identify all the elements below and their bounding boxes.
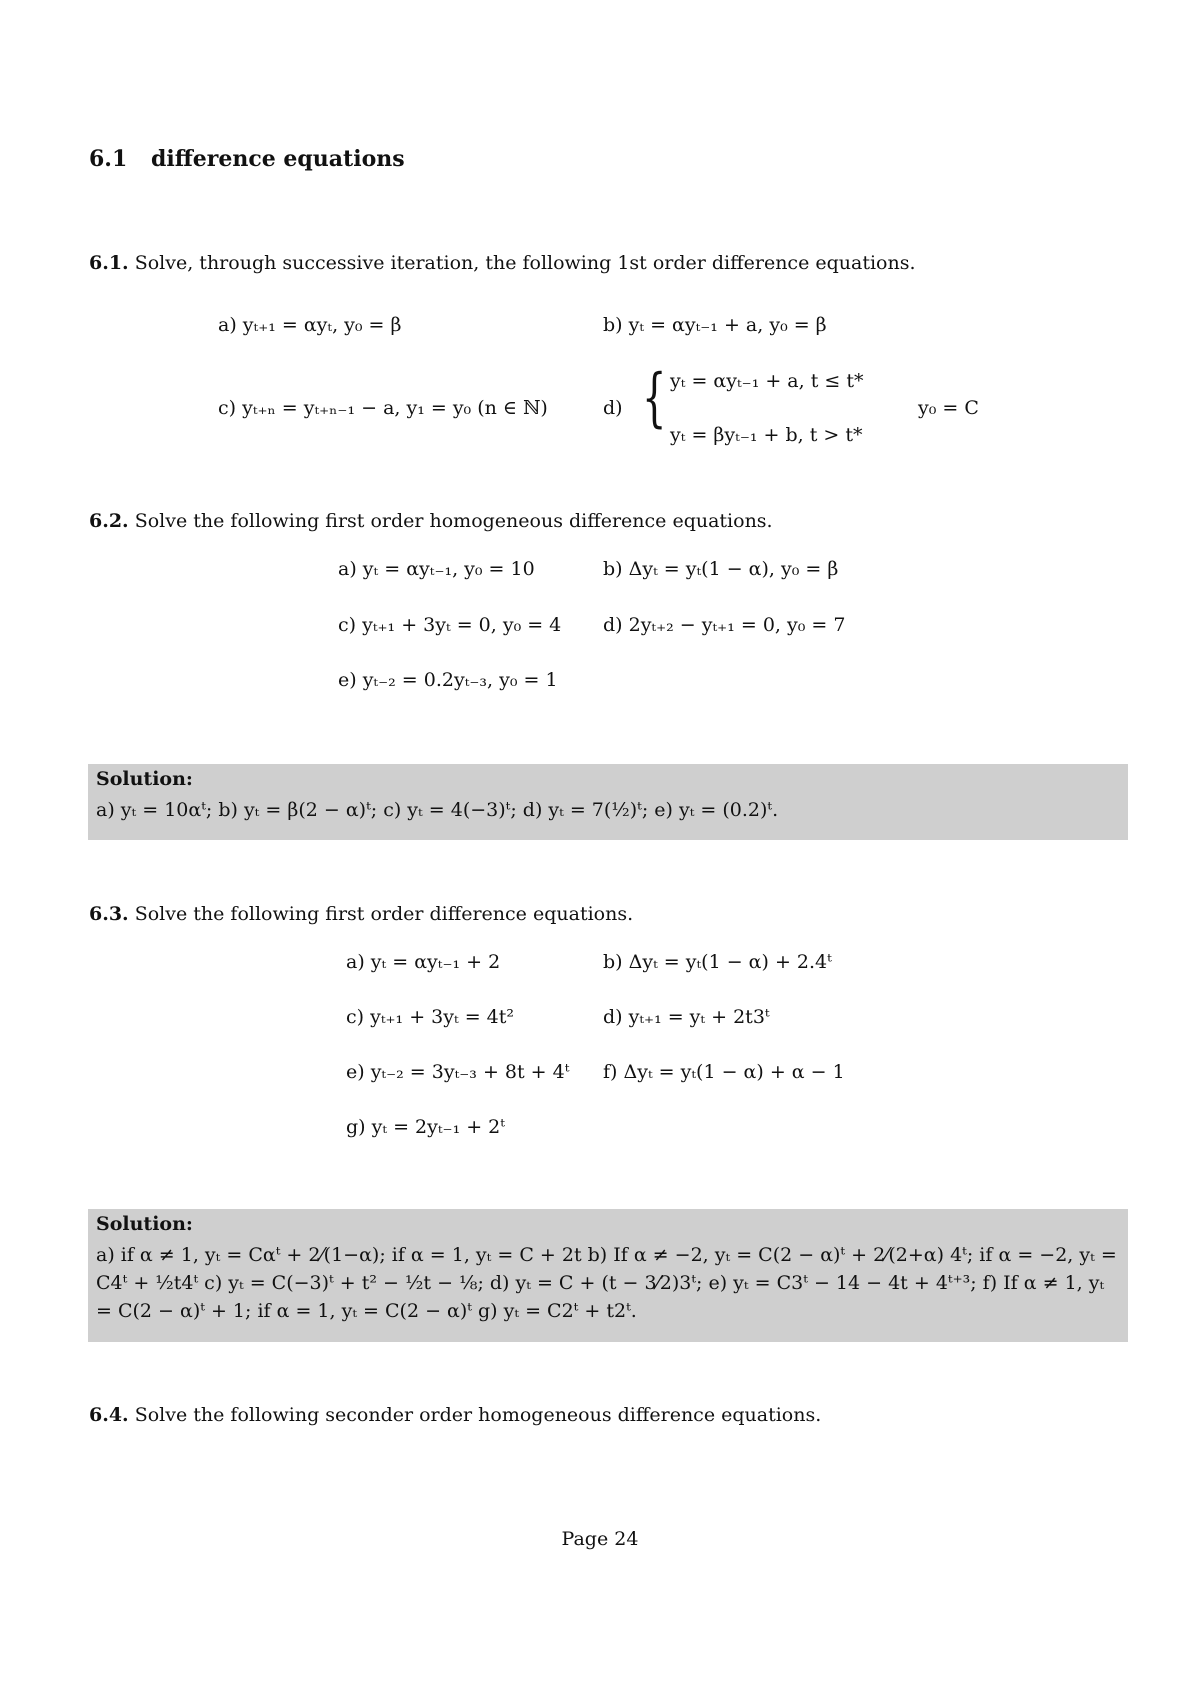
equation-6-3-c: c) yₜ₊₁ + 3yₜ = 4t² <box>346 1006 515 1028</box>
equation-6-2-a: a) yₜ = αyₜ₋₁, y₀ = 10 <box>338 558 535 580</box>
section-title-text: difference equations <box>151 146 405 172</box>
equation-6-1-d-init: y₀ = C <box>918 397 979 419</box>
exercise-number: 6.4. <box>89 1404 129 1426</box>
exercise-6-3-heading <box>89 903 633 925</box>
exercise-6-1-heading <box>89 252 916 274</box>
equation-6-3-a: a) yₜ = αyₜ₋₁ + 2 <box>346 951 501 973</box>
equation-6-3-e: e) yₜ₋₂ = 3yₜ₋₃ + 8t + 4ᵗ <box>346 1061 570 1083</box>
solution-label: Solution: <box>96 768 193 790</box>
equation-6-2-c: c) yₜ₊₁ + 3yₜ = 0, y₀ = 4 <box>338 614 562 636</box>
equation-6-2-b: b) Δyₜ = yₜ(1 − α), y₀ = β <box>603 558 839 580</box>
equation-6-1-c: c) yₜ₊ₙ = yₜ₊ₙ₋₁ − a, y₁ = y₀ (n ∈ ℕ) <box>218 397 548 419</box>
solution-box-6-2 <box>88 764 1128 840</box>
solution-box-6-3 <box>88 1209 1128 1342</box>
exercise-6-4-heading <box>89 1404 821 1426</box>
exercise-number: 6.2. <box>89 510 129 532</box>
equation-6-1-b: b) yₜ = αyₜ₋₁ + a, y₀ = β <box>603 314 827 336</box>
equation-6-3-d: d) yₜ₊₁ = yₜ + 2t3ᵗ <box>603 1006 770 1028</box>
solution-text: a) yₜ = 10αᵗ; b) yₜ = β(2 − α)ᵗ; c) yₜ = 4(−3)ᵗ; d) yₜ = 7(½)ᵗ; e) yₜ = (0.2)ᵗ. <box>96 799 779 821</box>
page-number: Page 24 <box>561 1528 639 1550</box>
exercise-number: 6.1. <box>89 252 129 274</box>
exercise-text: Solve the following first order difference equations. <box>134 903 634 925</box>
exercise-text: Solve the following seconder order homogeneous difference equations. <box>134 1404 822 1426</box>
solution-label: Solution: <box>96 1213 193 1235</box>
solution-text: a) if α ≠ 1, yₜ = Cαᵗ + 2⁄(1−α); if α = 1, yₜ = C + 2t b) If α ≠ −2, yₜ = C(2 − α)ᵗ + 2⁄(2+α) 4ᵗ; if α = −2, yₜ = C4ᵗ + ½t4ᵗ c) yₜ = C(−3)ᵗ + t² − ½t − ⅛; d) yₜ = C + (t − 3⁄2)3ᵗ; e) yₜ = C3ᵗ − 14 − 4t + 4ᵗ⁺³; f) If α ≠ 1, yₜ = C(2 − α)ᵗ + 1; if α = 1, yₜ = C(2 − α)ᵗ g) yₜ = C2ᵗ + t2ᵗ. <box>96 1244 1117 1322</box>
equation-6-3-g: g) yₜ = 2yₜ₋₁ + 2ᵗ <box>346 1116 505 1138</box>
equation-6-1-d-line1: yₜ = αyₜ₋₁ + a, t ≤ t* <box>670 370 864 392</box>
exercise-6-2-heading <box>89 510 773 532</box>
section-title <box>89 146 405 172</box>
equation-6-1-d-label: d) <box>603 397 623 419</box>
equation-6-2-d: d) 2yₜ₊₂ − yₜ₊₁ = 0, y₀ = 7 <box>603 614 846 636</box>
equation-6-3-b: b) Δyₜ = yₜ(1 − α) + 2.4ᵗ <box>603 951 832 973</box>
equation-6-3-f: f) Δyₜ = yₜ(1 − α) + α − 1 <box>603 1061 845 1083</box>
equation-6-2-e: e) yₜ₋₂ = 0.2yₜ₋₃, y₀ = 1 <box>338 669 558 691</box>
left-brace: { <box>642 361 667 435</box>
exercise-text: Solve the following first order homogeneous difference equations. <box>134 510 773 532</box>
exercise-number: 6.3. <box>89 903 129 925</box>
equation-6-1-d-line2: yₜ = βyₜ₋₁ + b, t > t* <box>670 424 863 446</box>
exercise-text: Solve, through successive iteration, the following 1st order difference equations. <box>134 252 916 274</box>
equation-6-1-a: a) yₜ₊₁ = αyₜ, y₀ = β <box>218 314 402 336</box>
section-number: 6.1 <box>89 146 128 172</box>
